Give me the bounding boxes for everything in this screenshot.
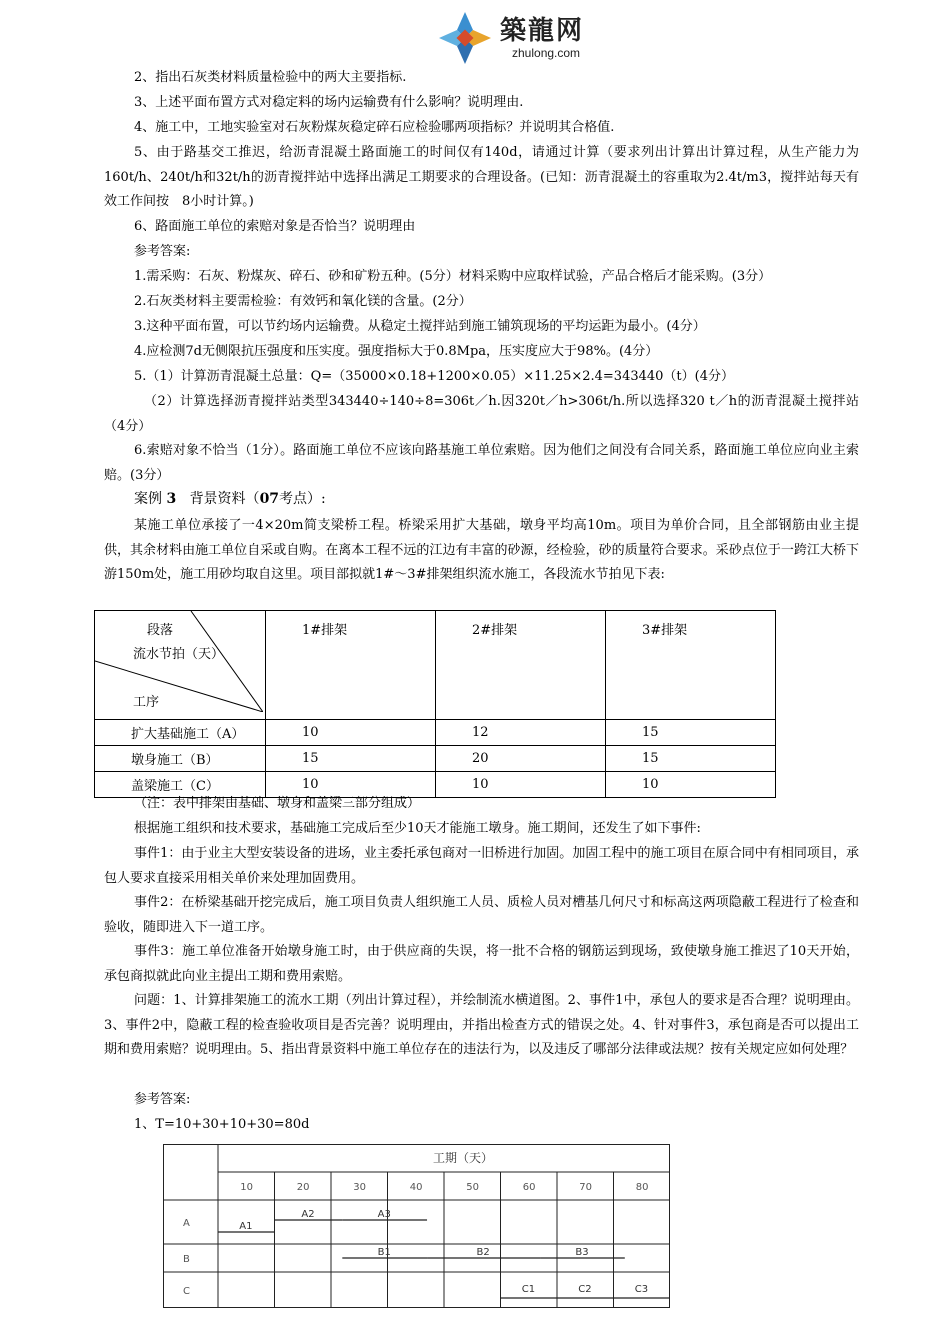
gantt-bar-label: A2 bbox=[301, 1209, 315, 1220]
table-row bbox=[95, 746, 776, 772]
flow-gantt-chart bbox=[163, 1144, 670, 1308]
paragraph-questions: 问题：1、计算排架施工的流水工期（列出计算过程），并绘制流水横道图。2、事件1中，承包人的要求是否合理？说明理由。3、事件2中，隐蔽工程的检查验收项目是否完善？说明理由，并指出检查方式的错误之处。4、针对事件3，承包商是否可以提出工期和费用索赔？说明理由。5、指出背景资料中施工单位存在的违法行为，以及违反了哪部分法律或法规？按有关规定应如何处理？ bbox=[104, 993, 859, 1057]
row-label: 盖梁施工（C） bbox=[95, 772, 266, 798]
table-cell: 15 bbox=[606, 720, 776, 746]
gantt-title: 工期（天） bbox=[433, 1151, 494, 1165]
flow-beat-table bbox=[94, 610, 776, 798]
corner-process-label: 工序 bbox=[133, 695, 160, 710]
answer-1: 1.需采购：石灰、粉煤灰、碎石、砂和矿粉五种。(5分）材料采购中应取样试验，产品合格后才能采购。(3分） bbox=[134, 269, 772, 284]
gantt-row-label: C bbox=[183, 1286, 190, 1297]
gantt-row-label: A bbox=[183, 1218, 190, 1229]
question-4: 4、施工中，工地实验室对石灰粉煤灰稳定碎石应检验哪两项指标？并说明其合格值. bbox=[134, 120, 615, 135]
column-header: 2#排架 bbox=[436, 611, 606, 720]
gantt-bar-label: B1 bbox=[377, 1247, 391, 1258]
gantt-tick-label: 50 bbox=[466, 1182, 479, 1193]
table-cell: 10 bbox=[266, 772, 436, 798]
table-cell: 10 bbox=[606, 772, 776, 798]
row-label: 扩大基础施工（A） bbox=[95, 720, 266, 746]
paragraph-intro: 根据施工组织和技术要求，基础施工完成后至少10天才能施工墩身。施工期间，还发生了如下事件: bbox=[134, 821, 701, 836]
table-note: （注：表中排架由基础、墩身和盖梁三部分组成） bbox=[134, 796, 421, 811]
table-cell: 15 bbox=[606, 746, 776, 772]
gantt-tick-label: 70 bbox=[579, 1182, 592, 1193]
gantt-row-label: B bbox=[183, 1254, 190, 1265]
table-cell: 15 bbox=[266, 746, 436, 772]
answer-5-1: 5.（1）计算沥青混凝土总量：Q=（35000×0.18+1200×0.05）×11.25×2.4=343440（t）(4分） bbox=[134, 369, 734, 384]
table-cell: 12 bbox=[436, 720, 606, 746]
brand-url: zhulong.com bbox=[512, 46, 581, 60]
paragraph-event-1: 事件1：由于业主大型安装设备的进场，业主委托承包商对一旧桥进行加固。加固工程中的施工项目在原合同中有相同项目，承包人要求直接采用相关单价来处理加固费用。 bbox=[104, 846, 859, 886]
table-cell: 20 bbox=[436, 746, 606, 772]
table-row bbox=[95, 720, 776, 746]
table-header-row bbox=[95, 611, 776, 720]
column-header: 1#排架 bbox=[266, 611, 436, 720]
question-6: 6、路面施工单位的索赔对象是否恰当？说明理由 bbox=[134, 219, 416, 234]
paragraph-event-2: 事件2：在桥梁基础开挖完成后，施工项目负责人组织施工人员、质检人员对槽基几何尺寸和标高这两项隐蔽工程进行了检查和验收，随即进入下一道工序。 bbox=[104, 895, 859, 935]
row-label: 墩身施工（B） bbox=[95, 746, 266, 772]
gantt-tick-label: 60 bbox=[522, 1182, 536, 1193]
answer-2: 2.石灰类材料主要需检验：有效钙和氧化镁的含量。(2分） bbox=[134, 294, 472, 309]
column-header: 3#排架 bbox=[606, 611, 776, 720]
gantt-bar-label: A3 bbox=[377, 1209, 391, 1220]
gantt-tick-label: 30 bbox=[353, 1182, 366, 1193]
gantt-bar-label: C1 bbox=[521, 1284, 536, 1295]
gantt-bar-label: B3 bbox=[575, 1247, 589, 1258]
gantt-bar-label: C2 bbox=[578, 1284, 592, 1295]
paragraph-event-3: 事件3：施工单位准备开始墩身施工时，由于供应商的失误，将一批不合格的钢筋运到现场，致使墩身施工推迟了10天开始，承包商拟就此向业主提出工期和费用索赔。 bbox=[104, 944, 859, 984]
answer-label: 参考答案: bbox=[134, 244, 191, 259]
table-cell: 10 bbox=[266, 720, 436, 746]
answer-label-2: 参考答案: bbox=[134, 1092, 191, 1107]
gantt-bar-label: C3 bbox=[634, 1284, 649, 1295]
gantt-tick-label: 80 bbox=[635, 1182, 649, 1193]
gantt-tick-label: 40 bbox=[409, 1182, 423, 1193]
corner-segment-label: 段落 bbox=[147, 623, 174, 638]
answer-3: 3.这种平面布置，可以节约场内运输费。从稳定土搅拌站到施工铺筑现场的平均运距为最小。(4分） bbox=[134, 319, 706, 334]
formula: 1、T=10+30+10+30=80d bbox=[134, 1117, 310, 1132]
gantt-tick-label: 10 bbox=[240, 1182, 253, 1193]
gantt-tick-label: 20 bbox=[296, 1182, 310, 1193]
gantt-bar-label: A1 bbox=[239, 1221, 253, 1232]
answer-5-2: （2）计算选择沥青搅拌站类型343440÷140÷8=306t／h.因320t／h>306t/h.所以选择320 t／h的沥青混凝土搅拌站（4分） bbox=[104, 394, 859, 434]
answer-4: 4.应检测7d无侧限抗压强度和压实度。强度指标大于0.8Mpa，压实度应大于98%。(4分） bbox=[134, 344, 659, 359]
corner-beat-label: 流水节拍（天） bbox=[133, 647, 225, 662]
question-2: 2、指出石灰类材料质量检验中的两大主要指标. bbox=[134, 70, 407, 85]
case-3-title: 案例 3 背景资料（07考点）: bbox=[134, 491, 326, 507]
table-corner-cell bbox=[95, 611, 266, 720]
gantt-bar-label: B2 bbox=[476, 1247, 490, 1258]
question-3: 3、上述平面布置方式对稳定料的场内运输费有什么影响？说明理由. bbox=[134, 95, 524, 110]
brand-name: 築龍网 bbox=[500, 16, 585, 46]
table-cell: 10 bbox=[436, 772, 606, 798]
answer-6: 6.索赔对象不恰当（1分）。路面施工单位不应该向路基施工单位索赔。因为他们之间没有合同关系，路面施工单位应向业主索赔。(3分） bbox=[104, 443, 859, 483]
case-3-background: 某施工单位承接了一4×20m简支梁桥工程。桥梁采用扩大基础，墩身平均高10m。项目为单价合同，且全部钢筋由业主提供，其余材料由施工单位自采或自购。在离本工程不远的江边有丰富的砂源，经检验，砂的质量符合要求。采砂点位于一跨江大桥下游150m处，施工用砂均取自这里。项目部拟就1#～3#排架组织流水施工，各段流水节拍见下表: bbox=[104, 518, 859, 582]
question-5: 5、由于路基交工推迟，给沥青混凝土路面施工的时间仅有140d，请通过计算（要求列出计算出计算过程，从生产能力为160t/h、240t/h和32t/h的沥青搅拌站中选择出满足工期要求的合理设备。(已知：沥青混凝土的容重取为2.4t/m3，搅拌站每天有效工作间按 8小时计算。) bbox=[104, 145, 859, 209]
